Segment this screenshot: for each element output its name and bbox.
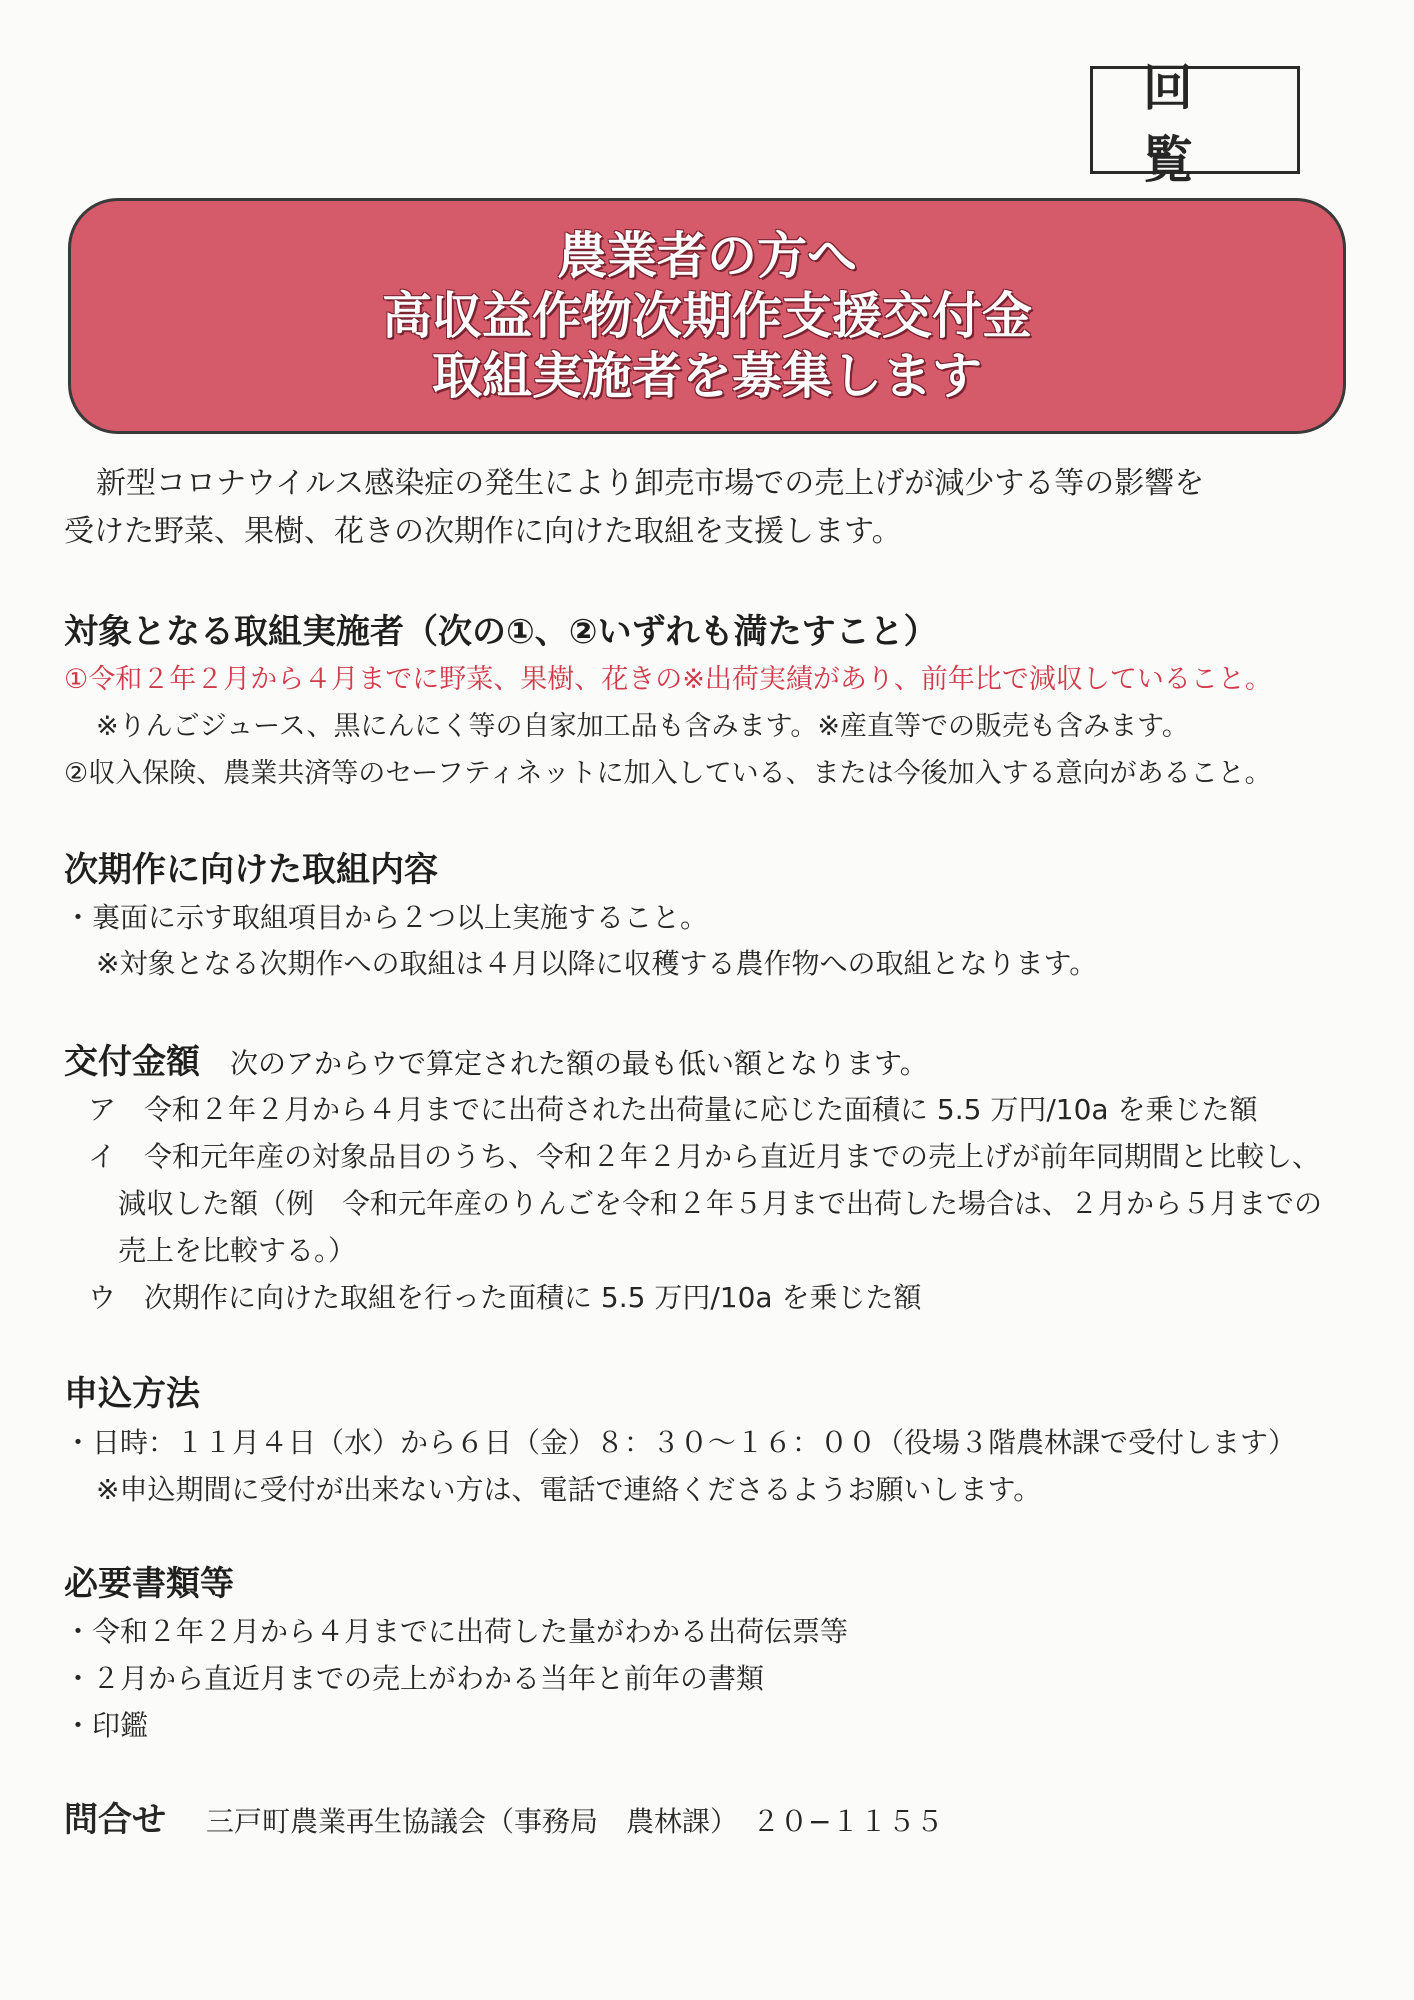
- intro-line-1: 新型コロナウイルス感染症の発生により卸売市場での売上げが減少する等の影響を: [96, 466, 1205, 501]
- documents-heading: 必要書類等: [64, 1564, 234, 1604]
- documents-item-3: ・印鑑: [64, 1709, 149, 1742]
- eligibility-heading: 対象となる取組実施者（次の①、②いずれも満たすこと）: [64, 612, 938, 652]
- banner-line-2: 高収益作物次期作支援交付金: [382, 287, 1032, 345]
- documents-item-1: ・令和２年２月から４月までに出荷した量がわかる出荷伝票等: [64, 1615, 849, 1648]
- amount-item-i-line-3: 売上を比較する。）: [118, 1234, 357, 1267]
- eligibility-note-1: ※りんごジュース、黒にんにく等の自家加工品も含みます。※産直等での販売も含みます。: [96, 711, 1189, 742]
- amount-heading: 交付金額: [64, 1042, 200, 1082]
- amount-item-u: ウ 次期作に向けた取組を行った面積に 5.5 万円/10a を乗じた額: [88, 1281, 922, 1314]
- eligibility-item-1: ①令和２年２月から４月までに野菜、果樹、花きの※出荷実績があり、前年比で減収していること。: [64, 664, 1272, 695]
- apply-note-1: ※申込期間に受付が出来ない方は、電話で連絡くださるようお願いします。: [96, 1473, 1042, 1506]
- contact-heading: 問合せ: [64, 1800, 166, 1840]
- amount-heading-row: [64, 1040, 928, 1086]
- amount-lead: 次のアからウで算定された額の最も低い額となります。: [230, 1047, 928, 1080]
- title-banner: [68, 198, 1346, 434]
- eligibility-item-2: ②収入保険、農業共済等のセーフティネットに加入している、または今後加入する意向があること。: [64, 758, 1272, 789]
- intro-line-2: 受けた野菜、果樹、花きの次期作に向けた取組を支援します。: [64, 514, 902, 549]
- banner-line-1: 農業者の方へ: [557, 227, 857, 285]
- circulation-stamp: 回覧: [1090, 66, 1300, 174]
- banner-line-3: 取組実施者を募集します: [432, 347, 982, 405]
- apply-item-1: ・日時：１１月４日（水）から６日（金）８：３０〜１６：００（役場３階農林課で受付します）: [64, 1426, 1297, 1459]
- amount-item-i-line-1: イ 令和元年産の対象品目のうち、令和２年２月から直近月までの売上げが前年同期間と比較し、: [88, 1140, 1321, 1173]
- activities-heading: 次期作に向けた取組内容: [64, 850, 438, 890]
- contact-row: [64, 1800, 943, 1842]
- apply-heading: 申込方法: [64, 1374, 200, 1414]
- documents-item-2: ・２月から直近月までの売上がわかる当年と前年の書類: [64, 1662, 765, 1695]
- amount-item-a: ア 令和２年２月から４月までに出荷された出荷量に応じた面積に 5.5 万円/10a を乗じた額: [88, 1093, 1258, 1126]
- amount-item-i-line-2: 減収した額（例 令和元年産のりんごを令和２年５月まで出荷した場合は、２月から５月までの: [118, 1187, 1323, 1220]
- activities-note-1: ※対象となる次期作への取組は４月以降に収穫する農作物への取組となります。: [96, 947, 1098, 980]
- activities-item-1: ・裏面に示す取組項目から２つ以上実施すること。: [64, 901, 709, 934]
- contact-value: 三戸町農業再生協議会（事務局 農林課） ２０−１１５５: [206, 1805, 944, 1838]
